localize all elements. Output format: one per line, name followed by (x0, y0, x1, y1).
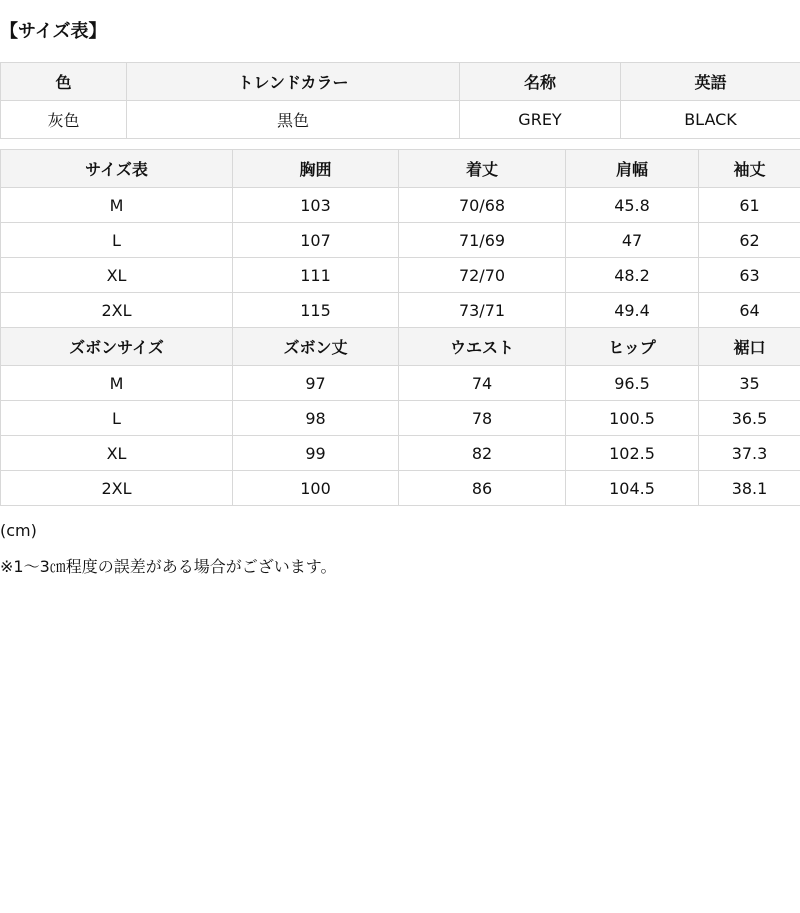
header-english: 英語 (621, 63, 800, 101)
table-row (1, 401, 800, 436)
color-table-header-row (1, 63, 800, 101)
pants-length-cell: 100 (233, 471, 399, 506)
header-name: 名称 (460, 63, 621, 101)
header-chest: 胸囲 (233, 150, 399, 188)
shoulder-cell: 45.8 (566, 188, 699, 223)
hem-cell: 38.1 (699, 471, 800, 506)
chest-cell: 111 (233, 258, 399, 293)
shoulder-cell: 47 (566, 223, 699, 258)
size-table (0, 149, 800, 506)
table-row (1, 293, 800, 328)
chest-cell: 103 (233, 188, 399, 223)
header-sleeve: 袖丈 (699, 150, 800, 188)
header-trend-color: トレンドカラー (127, 63, 460, 101)
size-cell: XL (1, 258, 233, 293)
unit-note: (cm) (0, 521, 37, 540)
pants-size-cell: 2XL (1, 471, 233, 506)
sleeve-cell: 63 (699, 258, 800, 293)
header-hem: 裾口 (699, 328, 800, 366)
shoulder-cell: 48.2 (566, 258, 699, 293)
header-size: サイズ表 (1, 150, 233, 188)
table-row (1, 258, 800, 293)
size-cell: M (1, 188, 233, 223)
header-color: 色 (1, 63, 127, 101)
shoulder-cell: 49.4 (566, 293, 699, 328)
header-waist: ウエスト (399, 328, 566, 366)
header-pants-length: ズボン丈 (233, 328, 399, 366)
hem-cell: 35 (699, 366, 800, 401)
name-cell: GREY (460, 101, 621, 139)
pants-size-cell: XL (1, 436, 233, 471)
table-row (1, 188, 800, 223)
waist-cell: 74 (399, 366, 566, 401)
color-cell: 灰色 (1, 101, 127, 139)
hip-cell: 104.5 (566, 471, 699, 506)
chest-cell: 115 (233, 293, 399, 328)
color-table (0, 62, 800, 139)
waist-cell: 86 (399, 471, 566, 506)
size-cell: L (1, 223, 233, 258)
hip-cell: 102.5 (566, 436, 699, 471)
page-title: 【サイズ表】 (0, 21, 107, 42)
hip-cell: 96.5 (566, 366, 699, 401)
pants-length-cell: 98 (233, 401, 399, 436)
header-hip: ヒップ (566, 328, 699, 366)
sleeve-cell: 62 (699, 223, 800, 258)
pants-length-cell: 99 (233, 436, 399, 471)
hem-cell: 37.3 (699, 436, 800, 471)
length-cell: 70/68 (399, 188, 566, 223)
size-cell: 2XL (1, 293, 233, 328)
waist-cell: 82 (399, 436, 566, 471)
table-row (1, 471, 800, 506)
size-table-header-row (1, 150, 800, 188)
sleeve-cell: 64 (699, 293, 800, 328)
trend-color-cell: 黒色 (127, 101, 460, 139)
error-note: ※1～3㎝程度の誤差がある場合がございます。 (0, 557, 337, 576)
length-cell: 73/71 (399, 293, 566, 328)
hem-cell: 36.5 (699, 401, 800, 436)
english-cell: BLACK (621, 101, 800, 139)
pants-size-cell: M (1, 366, 233, 401)
table-row (1, 366, 800, 401)
table-row (1, 223, 800, 258)
length-cell: 72/70 (399, 258, 566, 293)
waist-cell: 78 (399, 401, 566, 436)
pants-header-row (1, 328, 800, 366)
header-shoulder: 肩幅 (566, 150, 699, 188)
pants-length-cell: 97 (233, 366, 399, 401)
sleeve-cell: 61 (699, 188, 800, 223)
header-pants-size: ズボンサイズ (1, 328, 233, 366)
pants-size-cell: L (1, 401, 233, 436)
hip-cell: 100.5 (566, 401, 699, 436)
header-length: 着丈 (399, 150, 566, 188)
color-table-row (1, 101, 800, 139)
chest-cell: 107 (233, 223, 399, 258)
length-cell: 71/69 (399, 223, 566, 258)
table-row (1, 436, 800, 471)
